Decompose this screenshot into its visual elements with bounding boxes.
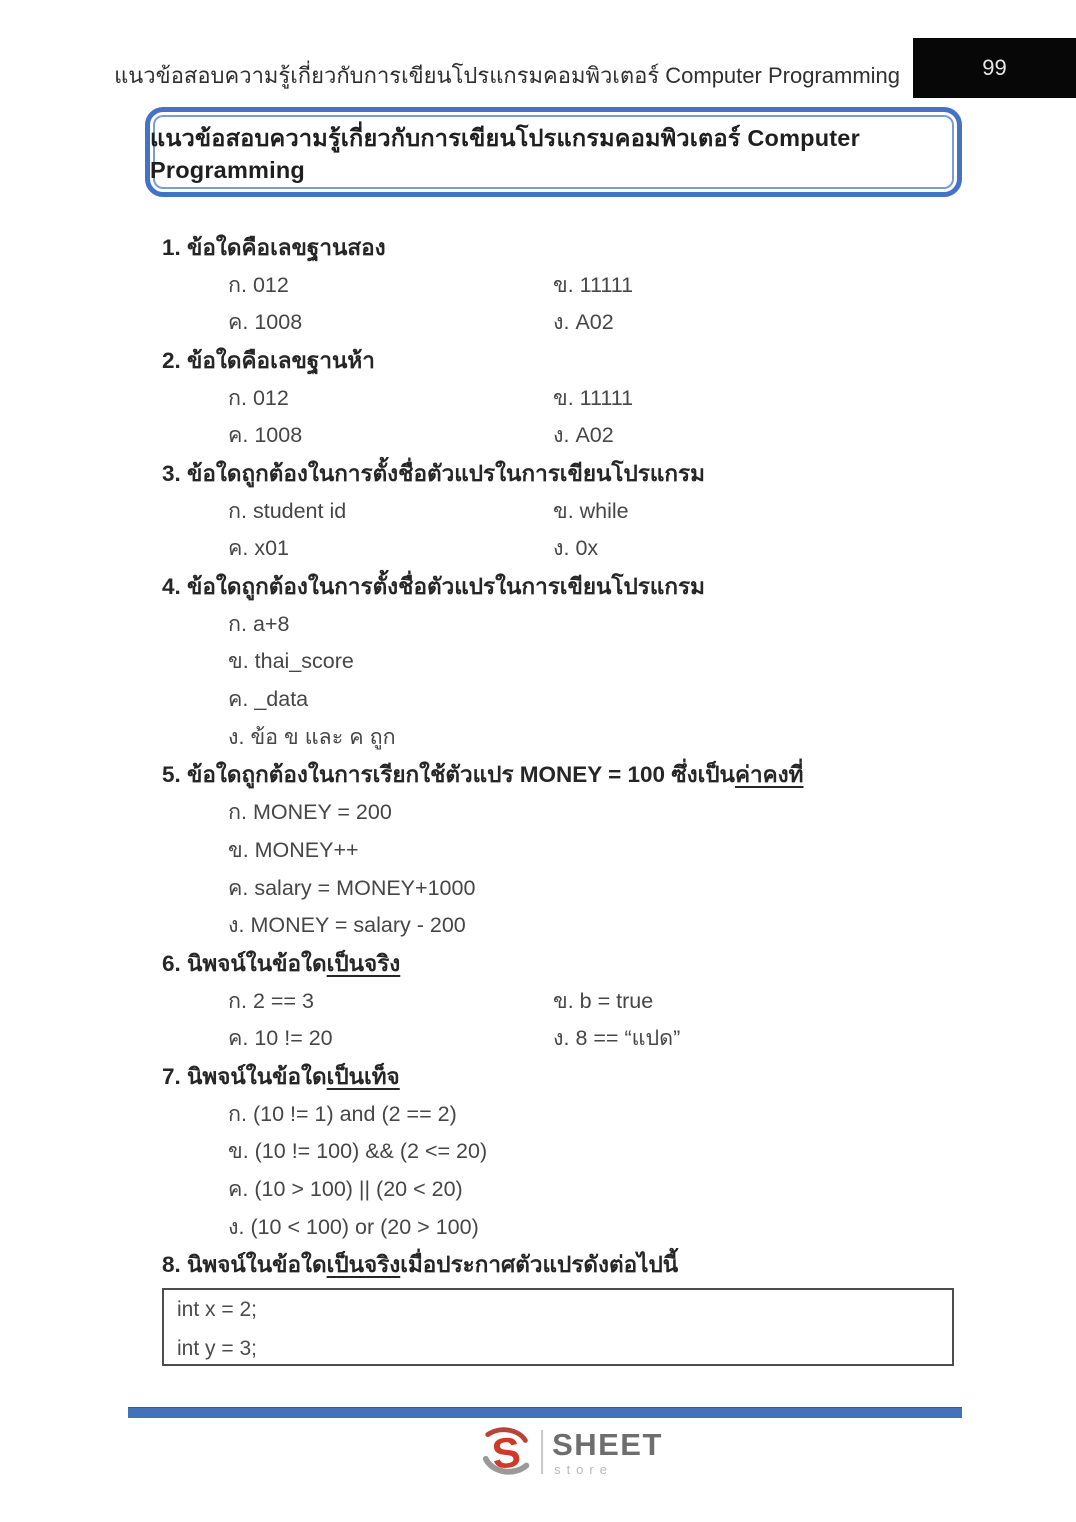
option-item: ง. 8 == “แปด”	[553, 1026, 681, 1051]
option-item: ค. _data	[228, 687, 309, 712]
option-row	[162, 718, 972, 756]
option-row	[162, 982, 972, 1020]
option-row	[162, 1170, 972, 1208]
option-item: ค. 1008	[228, 310, 303, 335]
option-item: ข. 11111	[553, 385, 634, 410]
logo-title: SHEET	[552, 1426, 663, 1462]
title-box	[145, 107, 962, 197]
logo-subtitle: store	[554, 1461, 613, 1477]
option-item: ข. while	[553, 498, 629, 523]
option-item: ค. salary = MONEY+1000	[228, 875, 476, 900]
option-row	[162, 793, 972, 831]
option-item: ค. (10 > 100) || (20 < 20)	[228, 1177, 463, 1202]
option-item: ก. 012	[228, 272, 289, 297]
option-row	[162, 492, 972, 530]
question-text: 2. ข้อใดคือเลขฐานห้า	[162, 347, 375, 373]
option-item: ง. 0x	[553, 536, 599, 561]
footer-divider	[128, 1407, 962, 1418]
option-row	[162, 1133, 972, 1171]
document-title: แนวข้อสอบความรู้เกี่ยวกับการเขียนโปรแกรมคอมพิวเตอร์ Computer Programming	[150, 125, 860, 183]
option-item: ก. (10 != 1) and (2 == 2)	[228, 1101, 457, 1126]
sheet-store-logo	[477, 1424, 663, 1480]
option-row	[162, 605, 972, 643]
option-row	[162, 906, 972, 944]
option-item: ค. 1008	[228, 423, 303, 448]
option-row	[162, 530, 972, 568]
option-row	[162, 1095, 972, 1133]
code-box	[162, 1288, 954, 1366]
question-text: 3. ข้อใดถูกต้องในการตั้งชื่อตัวแปรในการเขียนโปรแกรม	[162, 460, 705, 486]
question-text: 1. ข้อใดคือเลขฐานสอง	[162, 234, 386, 260]
option-item: ข. 11111	[553, 272, 634, 297]
option-row	[162, 643, 972, 681]
option-row	[162, 1208, 972, 1246]
question-text: 7. นิพจน์ในข้อใด เป็นเท็จ	[162, 1063, 400, 1089]
option-item: ง. MONEY = salary - 200	[228, 913, 466, 938]
option-item: ก. MONEY = 200	[228, 800, 392, 825]
option-item: ก. 012	[228, 385, 289, 410]
option-item: ค. x01	[228, 536, 289, 561]
option-row	[162, 680, 972, 718]
question-text: 6. นิพจน์ในข้อใด เป็นจริง	[162, 950, 401, 976]
option-row	[162, 831, 972, 869]
question-2	[162, 341, 972, 454]
option-item: ข. MONEY++	[228, 837, 359, 862]
option-row	[162, 869, 972, 907]
option-item: ข. b = true	[553, 988, 654, 1013]
page-number-box	[913, 38, 1076, 98]
logo-divider	[541, 1430, 543, 1474]
question-5	[162, 756, 972, 944]
running-header: แนวข้อสอบความรู้เกี่ยวกับการเขียนโปรแกรมคอมพิวเตอร์ Computer Programming	[114, 63, 900, 88]
question-8	[162, 1246, 972, 1284]
option-row	[162, 1019, 972, 1057]
option-item: ก. a+8	[228, 611, 290, 636]
question-text: 5. ข้อใดถูกต้องในการเรียกใช้ตัวแปร MONEY = 100 ซึ่งเป็น ค่าคงที่	[162, 762, 804, 788]
s-logo-icon	[477, 1424, 535, 1480]
option-item: ง. A02	[553, 423, 614, 448]
question-text: 8. นิพจน์ในข้อใด เป็นจริง เมื่อประกาศตัวแปรดังต่อไปนี้	[162, 1252, 679, 1278]
option-item: ง. ข้อ ข และ ค ถูก	[228, 724, 396, 749]
code-line: int x = 2;	[177, 1298, 257, 1321]
question-text: 4. ข้อใดถูกต้องในการตั้งชื่อตัวแปรในการเขียนโปรแกรม	[162, 574, 705, 600]
option-row	[162, 303, 972, 341]
code-line: int y = 3;	[177, 1336, 257, 1360]
option-row	[162, 379, 972, 417]
question-4	[162, 567, 972, 755]
option-item: ค. 10 != 20	[228, 1026, 333, 1051]
option-item: ข. thai_score	[228, 649, 354, 674]
option-item: ข. (10 != 100) && (2 <= 20)	[228, 1139, 488, 1164]
option-row	[162, 416, 972, 454]
option-item: ก. student id	[228, 498, 347, 523]
question-7	[162, 1057, 972, 1245]
option-item: ง. A02	[553, 310, 614, 335]
svg-text:S: S	[489, 1429, 523, 1479]
page-number: 99	[982, 55, 1007, 80]
question-3	[162, 454, 972, 567]
questions-list	[162, 228, 972, 1283]
logo-text	[552, 1426, 663, 1477]
option-item: ก. 2 == 3	[228, 988, 314, 1013]
question-6	[162, 944, 972, 1057]
option-row	[162, 266, 972, 304]
option-item: ง. (10 < 100) or (20 > 100)	[228, 1214, 479, 1239]
question-1	[162, 228, 972, 341]
